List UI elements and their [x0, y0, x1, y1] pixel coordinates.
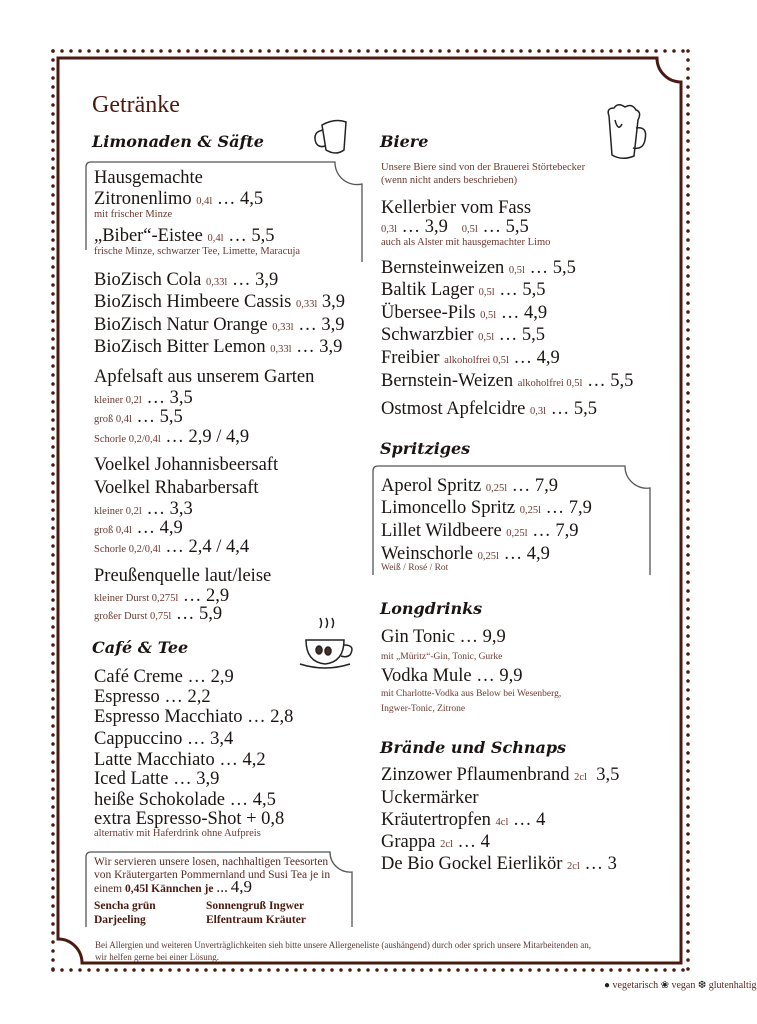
- menu-item: Uckermärker: [381, 788, 479, 808]
- legend-glutenhaltig: glutenhaltig: [708, 980, 757, 991]
- item-name: Aperol Spritz: [381, 476, 482, 496]
- item-size: 0,33l: [295, 299, 318, 310]
- menu-item: [381, 810, 545, 833]
- menu-item: Vodka Mule … 9,9: [381, 666, 523, 686]
- menu-item: [381, 399, 597, 422]
- item-size: Schorle 0,2/0,4l: [94, 544, 161, 555]
- item-size: 0,25l: [519, 505, 542, 516]
- item-name: BioZisch Cola: [94, 270, 202, 290]
- menu-item: [381, 325, 545, 348]
- item-size: 2cl: [574, 772, 587, 783]
- item-zitronenlimo-line1: Hausgemachte: [94, 168, 203, 188]
- tea-price: 4,9: [230, 877, 252, 896]
- item-name: „Biber“-Eistee: [94, 226, 203, 246]
- item-size: kleiner 0,2l: [94, 506, 142, 517]
- menu-item: [381, 498, 592, 521]
- heading-cafe: Café & Tee: [92, 638, 189, 657]
- beer-mug-icon: [608, 105, 645, 159]
- tea-text: einem: [94, 883, 123, 895]
- item-price: … 7,9: [545, 498, 592, 518]
- menu-item: Espresso Macchiato … 2,8: [94, 707, 294, 727]
- item-size: großer Durst 0,75l: [94, 611, 172, 622]
- menu-item: [94, 315, 344, 338]
- item-apfelsaft: Apfelsaft aus unserem Garten: [94, 367, 315, 387]
- item-price: … 5,5: [499, 280, 546, 300]
- item-price: … 7,9: [532, 521, 579, 541]
- item-name: Limoncello Spritz: [381, 498, 516, 518]
- menu-item: Gin Tonic … 9,9: [381, 627, 506, 647]
- menu-item: Café Creme … 2,9: [94, 667, 234, 687]
- item-size: kleiner 0,2l: [94, 395, 142, 406]
- item-name: BioZisch Himbeere Cassis: [94, 292, 292, 312]
- item-price: … 4,5: [216, 189, 264, 209]
- coffee-cup-icon: [300, 618, 352, 668]
- item-size: 0,25l: [477, 551, 499, 562]
- item-size: groß 0,4l: [94, 414, 132, 425]
- note: mit frischer Minze: [94, 209, 173, 220]
- item-name: BioZisch Natur Orange: [94, 315, 268, 335]
- size-row: [94, 537, 249, 560]
- item-size: 0,5l: [480, 310, 497, 321]
- heading-braende: Brände und Schnaps: [380, 738, 567, 757]
- item-price: … 4,9: [500, 303, 548, 323]
- item-price: … 5,5: [136, 407, 183, 427]
- item-size: alkoholfrei 0,5l: [517, 378, 583, 389]
- item-size: 0,33l: [270, 344, 292, 355]
- heading-limonaden: Limonaden & Säfte: [92, 132, 264, 151]
- item-price: … 3,9: [401, 217, 448, 237]
- item-price: … 5,5: [529, 258, 576, 278]
- item-size: 4cl: [495, 817, 509, 828]
- menu-item: [381, 476, 558, 499]
- heading-longdrinks: Longdrinks: [380, 599, 483, 618]
- tea-text: Wir servieren unsere losen, nachhaltigen Teesorten: [94, 856, 329, 868]
- item-price: … 3,3: [146, 499, 193, 519]
- item-price: … 2,9 / 4,9: [165, 427, 250, 447]
- menu-item: [381, 348, 560, 371]
- menu-item: [381, 832, 490, 855]
- mug-icon: [315, 121, 346, 153]
- item-name: Kräutertropfen: [381, 810, 491, 830]
- item-size: 0,4l: [207, 233, 224, 244]
- item-price: … 4,9: [503, 544, 550, 564]
- item-kellerbier: Kellerbier vom Fass: [381, 198, 532, 218]
- item-price: … 4: [457, 832, 490, 852]
- item-price: … 3,9: [231, 270, 279, 290]
- item-size: 0,25l: [485, 483, 508, 494]
- leaf-icon: ●: [604, 980, 611, 991]
- note: frische Minze, schwarzer Tee, Limette, Maracuja: [94, 246, 301, 257]
- item-price: … 3,5: [146, 388, 193, 408]
- tea-text: von Kräutergarten Pommernland und Susi Tea je in: [94, 869, 331, 881]
- menu-item: [381, 303, 547, 326]
- item-size: kleiner Durst 0,275l: [94, 593, 179, 604]
- menu-item: extra Espresso-Shot + 0,8: [94, 809, 285, 829]
- item-price: … 5,5: [482, 217, 529, 237]
- double-leaf-icon: ❀: [660, 980, 669, 991]
- item-size: 0,5l: [478, 332, 495, 343]
- item-name: Bernstein-Weizen: [381, 371, 514, 391]
- item-size: Schorle 0,2/0,4l: [94, 434, 161, 445]
- note: mit „Müritz“-Gin, Tonic, Gurke: [381, 652, 503, 662]
- item-price: … 4,9: [136, 518, 183, 538]
- menu-item: [94, 337, 342, 360]
- item-size: 0,25l: [506, 528, 528, 539]
- allergy-note: Bei Allergien und weiteren Unverträglichkeiten sieh bitte unsere Allergeneliste (aushängend) durch oder sprich unsere Mitarbeitenden an,: [95, 940, 592, 950]
- item-price: … 5,5: [587, 371, 634, 391]
- item-price: … 3,9: [296, 337, 343, 357]
- item-name: Zinzower Pflaumenbrand: [381, 765, 570, 785]
- item-name: Übersee-Pils: [381, 303, 476, 323]
- item-price: … 5,5: [228, 226, 275, 246]
- note: alternativ mit Haferdrink ohne Aufpreis: [94, 828, 261, 839]
- menu-item: [94, 270, 278, 293]
- item-voelkel-johannisbeer: Voelkel Johannisbeersaft: [94, 455, 279, 475]
- item-name: De Bio Gockel Eierlikör: [381, 854, 563, 874]
- note: Weiß / Rosé / Rot: [381, 563, 449, 573]
- item-price: … 3: [584, 854, 617, 874]
- menu-item: Latte Macchiato … 4,2: [94, 750, 266, 770]
- item-name: Grappa: [381, 832, 436, 852]
- menu-item: [94, 292, 345, 315]
- allergy-note: wir helfen gerne bei einer Lösung.: [95, 952, 219, 962]
- item-price: … 2,4 / 4,4: [165, 537, 250, 557]
- item-name: Weinschorle: [381, 544, 474, 564]
- item-size: 0,33l: [272, 322, 294, 333]
- item-price: … 2,9: [182, 586, 230, 606]
- item-size: 0,4l: [196, 196, 213, 207]
- item-name: Zitronenlimo: [94, 189, 192, 209]
- tea-sort: Sencha grün: [94, 900, 156, 912]
- wheat-icon: ❆: [697, 980, 707, 991]
- item-size: groß 0,4l: [94, 525, 132, 536]
- item-price: … 3,9: [298, 315, 345, 335]
- diet-legend: [604, 980, 757, 991]
- item-size: 0,5l: [508, 265, 525, 276]
- note: mit Charlotte-Vodka aus Below bei Wesenberg,: [381, 689, 562, 699]
- item-name: Lillet Wildbeere: [381, 521, 502, 541]
- item-name: Ostmost Apfelcidre: [381, 399, 526, 419]
- item-size: 0,3l: [381, 224, 398, 235]
- item-size: 0,5l: [478, 287, 495, 298]
- item-name: Schwarzbier: [381, 325, 474, 345]
- menu-item: Cappuccino … 3,4: [94, 729, 234, 749]
- item-size: alkoholfrei 0,5l: [444, 355, 509, 366]
- item-size: 0,33l: [206, 277, 228, 288]
- item-price: … 5,9: [175, 604, 223, 624]
- item-price: … 4,9: [513, 348, 560, 368]
- heading-biere: Biere: [380, 132, 429, 151]
- tea-size: 0,45l Kännchen je …: [124, 883, 228, 895]
- menu-item: [381, 371, 633, 394]
- tea-sort: Darjeeling: [94, 914, 146, 926]
- size-row: [94, 427, 249, 450]
- menu-item: [381, 521, 578, 544]
- item-price: … 4: [513, 810, 546, 830]
- menu-item: heiße Schokolade … 4,5: [94, 790, 276, 810]
- menu-item: [381, 854, 617, 877]
- legend-vegan: vegan: [671, 980, 696, 991]
- item-size: 0,3l: [530, 406, 547, 417]
- menu-item: Iced Latte … 3,9: [94, 769, 220, 789]
- note: auch als Alster mit hausgemachter Limo: [381, 237, 551, 248]
- note: Unsere Biere sind von der Brauerei Störtebecker: [381, 162, 586, 173]
- item-size: 2cl: [566, 861, 580, 872]
- menu-item: [381, 280, 546, 303]
- item-price: 3,9: [321, 292, 345, 312]
- size-row: [94, 604, 222, 627]
- note: (wenn nicht anders beschrieben): [381, 175, 518, 186]
- item-voelkel-rhabarber: Voelkel Rhabarbersaft: [94, 478, 259, 498]
- item-price: … 7,9: [511, 476, 558, 496]
- tea-sort: Elfentraum Kräuter: [206, 914, 306, 926]
- item-name: Baltik Lager: [381, 280, 474, 300]
- item-size: 0,5l: [461, 224, 478, 235]
- menu-item: Espresso … 2,2: [94, 687, 211, 707]
- item-name: Bernsteinweizen: [381, 258, 505, 278]
- legend-vegetarisch: vegetarisch: [612, 980, 659, 991]
- item-preussenquelle: Preußenquelle laut/leise: [94, 566, 272, 586]
- item-price: … 5,5: [498, 325, 546, 345]
- tea-sort: Sonnengruß Ingwer: [206, 900, 305, 912]
- heading-spritziges: Spritziges: [380, 439, 471, 458]
- page-title: Getränke: [92, 92, 180, 118]
- menu-item: [381, 765, 619, 788]
- item-name: BioZisch Bitter Lemon: [94, 337, 266, 357]
- item-price: … 5,5: [550, 399, 597, 419]
- menu-item: [381, 258, 576, 281]
- item-name: Freibier: [381, 348, 440, 368]
- tea-price-line: [94, 877, 252, 896]
- note: Ingwer-Tonic, Zitrone: [381, 704, 466, 714]
- item-size: 2cl: [440, 839, 453, 850]
- item-price: 3,5: [596, 765, 620, 785]
